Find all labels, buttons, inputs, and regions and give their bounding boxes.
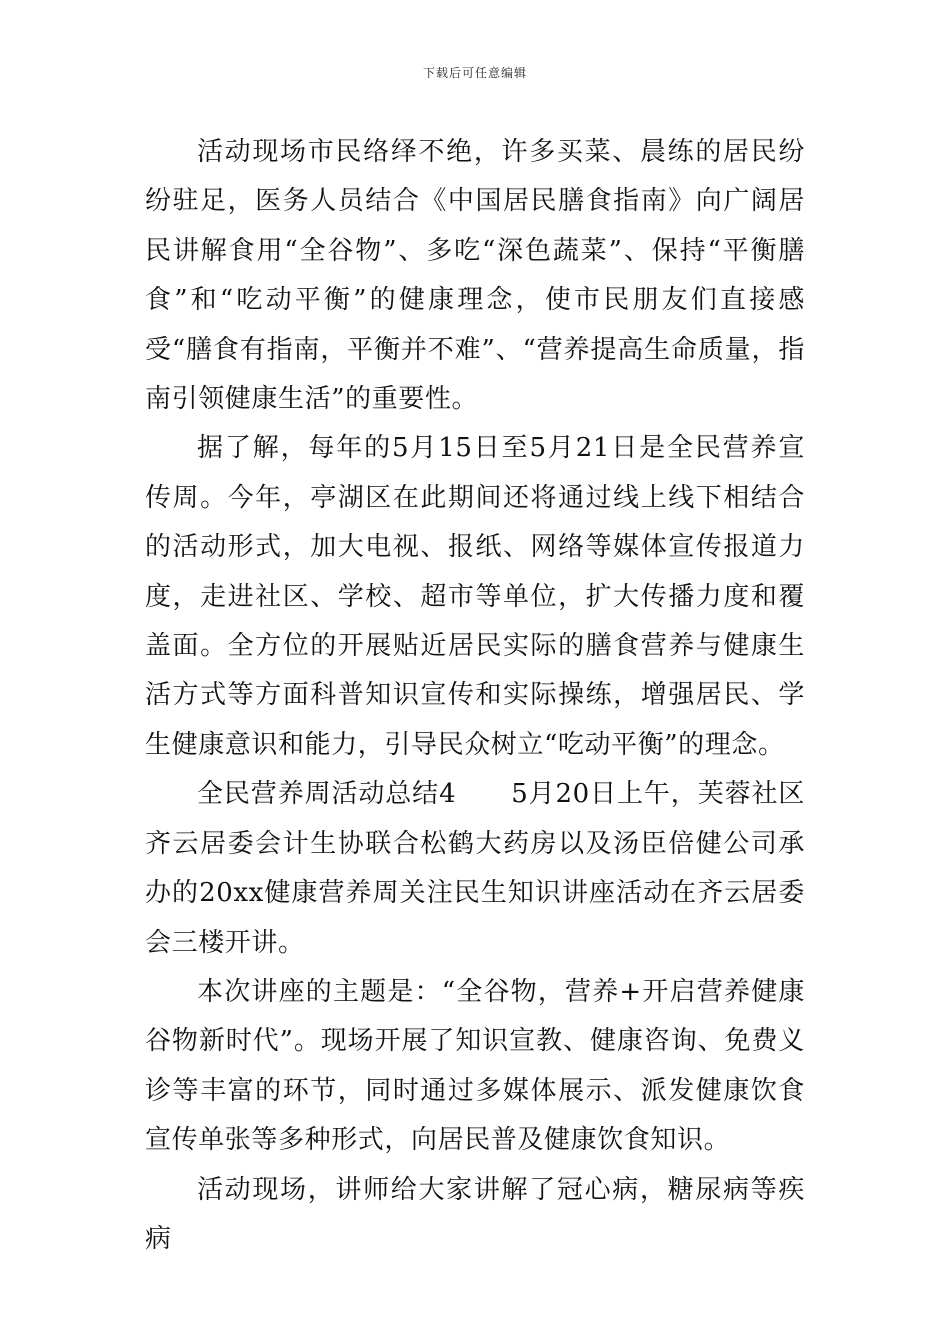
paragraph-activity-scene: 活动现场市民络绎不绝，许多买菜、晨练的居民纷纷驻足，医务人员结合《中国居民膳食指南》向广阔居民讲解食用“全谷物”、多吃“深色蔬菜”、保持“平衡膳食”和“吃动平衡”的健康理念，使市民朋友们直接感受“膳食有指南，平衡并不难”、“营养提高生命质量，指南引领健康生活”的重要性。	[145, 137, 805, 415]
paragraph-lecture-theme: 本次讲座的主题是：“全谷物，营养+开启营养健康谷物新时代”。现场开展了知识宣教、健康咨询、免费义诊等丰富的环节，同时通过多媒体展示、派发健康饮食宣传单张等多种形式，向居民普及健康饮食知识。	[145, 976, 805, 1156]
page-header-note: 下载后可任意编辑	[422, 66, 527, 80]
document-body	[145, 128, 805, 1264]
paragraph-nutrition-week-info: 据了解，每年的5月15日至5月21日是全民营养宣传周。今年，亭湖区在此期间还将通过线上线下相结合的活动形式，加大电视、报纸、网络等媒体宣传报道力度，走进社区、学校、超市等单位，扩大传播力度和覆盖面。全方位的开展贴近居民实际的膳食营养与健康生活方式等方面科普知识宣传和实际操练，增强居民、学生健康意识和能力，引导民众树立“吃动平衡”的理念。	[145, 433, 805, 760]
section-lead-text: 5月20日上午，芙蓉社区齐云居委会计生协联合松鹤大药房以及汤臣倍健公司承办的20xx健康营养周关注民生知识讲座活动在齐云居委会三楼开讲。	[145, 779, 805, 958]
paragraph-lecture-content: 活动现场，讲师给大家讲解了冠心病，糖尿病等疾病	[145, 1174, 805, 1254]
section-title: 全民营养周活动总结4	[197, 779, 457, 810]
title-spacer	[456, 779, 511, 809]
paragraph-summary-4	[145, 770, 805, 968]
